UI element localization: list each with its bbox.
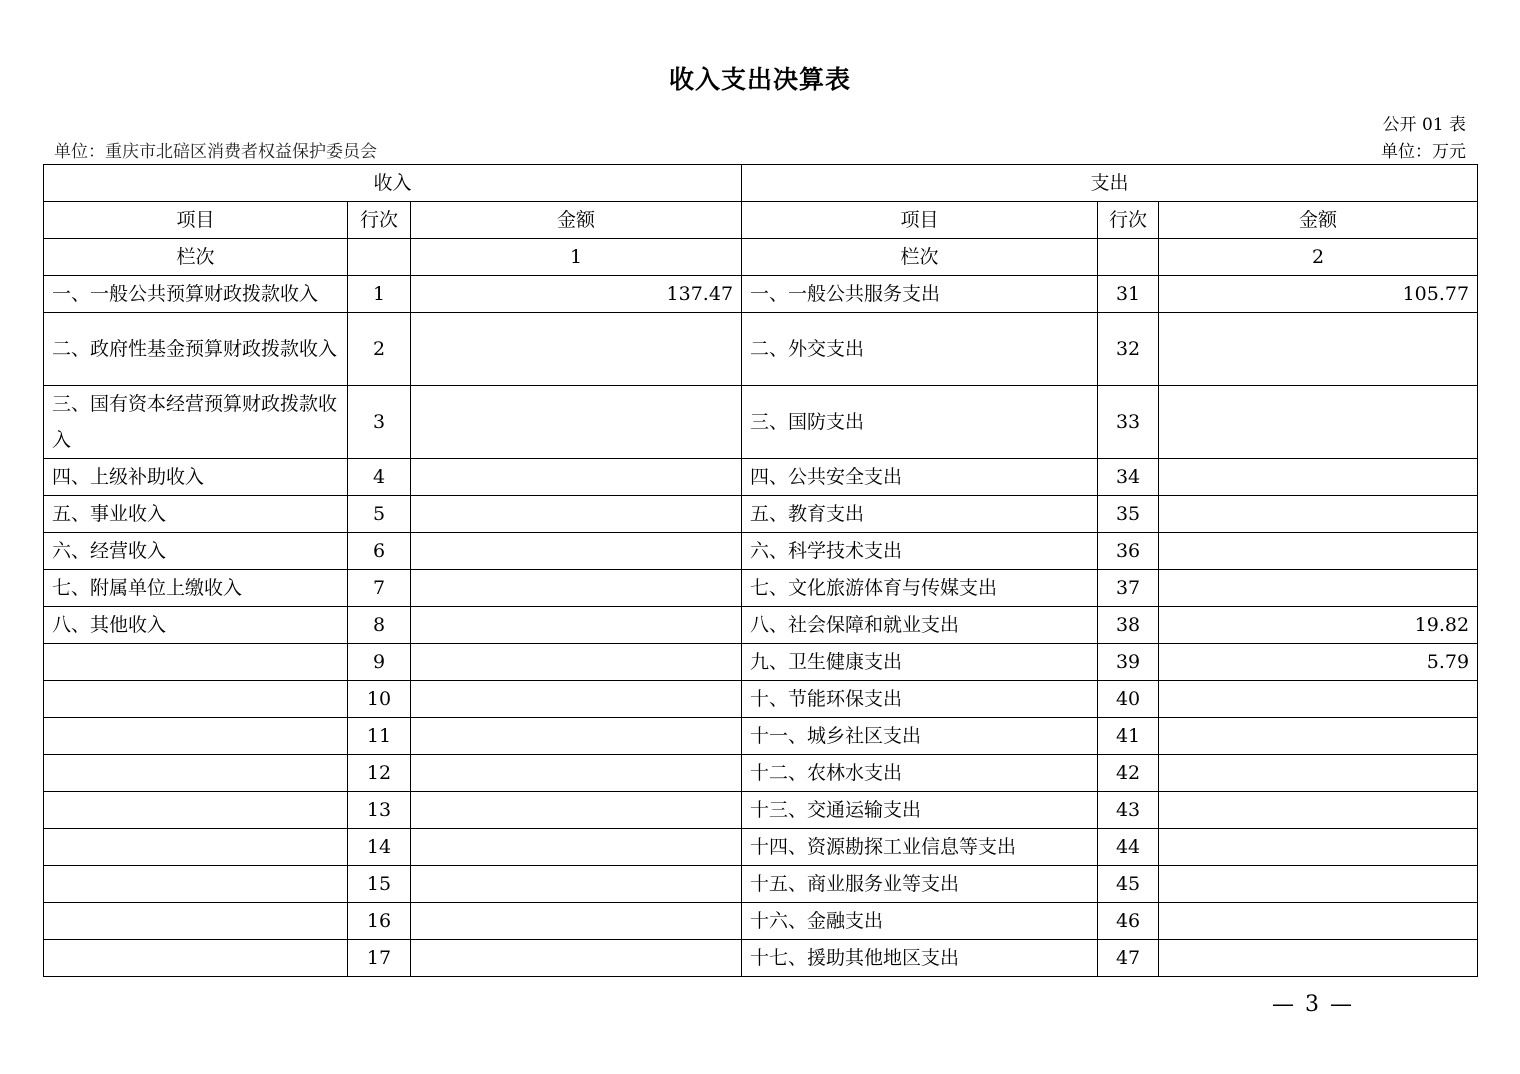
expense-amount-cell [1159, 792, 1478, 829]
expense-line-no-cell: 31 [1098, 276, 1159, 313]
expense-column-index: 2 [1159, 239, 1478, 276]
income-item-cell [44, 940, 348, 977]
income-line-no-cell: 7 [348, 570, 411, 607]
expense-item-cell: 十二、农林水支出 [742, 755, 1098, 792]
income-item-cell [44, 792, 348, 829]
income-amount-header: 金额 [411, 202, 742, 239]
expense-amount-cell [1159, 866, 1478, 903]
income-amount-cell [411, 313, 742, 386]
expense-line-no-cell: 35 [1098, 496, 1159, 533]
expense-amount-cell [1159, 459, 1478, 496]
income-line-no-cell: 11 [348, 718, 411, 755]
income-amount-cell [411, 386, 742, 459]
expense-item-cell: 十七、援助其他地区支出 [742, 940, 1098, 977]
expense-item-cell: 十四、资源勘探工业信息等支出 [742, 829, 1098, 866]
income-line-no-cell: 3 [348, 386, 411, 459]
income-amount-cell [411, 829, 742, 866]
expense-item-cell: 十、节能环保支出 [742, 681, 1098, 718]
income-line-no-cell: 15 [348, 866, 411, 903]
expense-amount-cell [1159, 681, 1478, 718]
table-row [44, 755, 1478, 792]
income-item-cell: 六、经营收入 [44, 533, 348, 570]
expense-line-no-header: 行次 [1098, 202, 1159, 239]
expense-column-blank [1098, 239, 1159, 276]
income-column-index: 1 [411, 239, 742, 276]
form-code: 公开 01 表 [1382, 115, 1466, 135]
expense-amount-cell: 19.82 [1159, 607, 1478, 644]
income-amount-cell [411, 607, 742, 644]
expense-line-no-cell: 38 [1098, 607, 1159, 644]
table-row [44, 607, 1478, 644]
expense-line-no-cell: 40 [1098, 681, 1159, 718]
income-item-cell [44, 903, 348, 940]
income-item-header: 项目 [44, 202, 348, 239]
expense-line-no-cell: 33 [1098, 386, 1159, 459]
income-line-no-cell: 17 [348, 940, 411, 977]
expense-amount-cell [1159, 533, 1478, 570]
income-line-no-cell: 10 [348, 681, 411, 718]
income-item-cell [44, 866, 348, 903]
reporting-unit: 单位：重庆市北碚区消费者权益保护委员会 [54, 142, 377, 162]
expense-item-cell: 五、教育支出 [742, 496, 1098, 533]
income-item-cell: 八、其他收入 [44, 607, 348, 644]
income-line-no-cell: 14 [348, 829, 411, 866]
expense-amount-cell: 105.77 [1159, 276, 1478, 313]
expense-amount-cell [1159, 903, 1478, 940]
expense-line-no-cell: 42 [1098, 755, 1159, 792]
table-row [44, 681, 1478, 718]
expense-item-cell: 十六、金融支出 [742, 903, 1098, 940]
expense-line-no-cell: 47 [1098, 940, 1159, 977]
income-item-cell [44, 681, 348, 718]
table-row [44, 386, 1478, 459]
expense-section-header: 支出 [742, 165, 1478, 202]
income-amount-cell [411, 718, 742, 755]
page-title: 收入支出决算表 [668, 65, 851, 94]
income-line-no-cell: 1 [348, 276, 411, 313]
table-row [44, 533, 1478, 570]
expense-line-no-cell: 45 [1098, 866, 1159, 903]
table-row [44, 718, 1478, 755]
income-item-cell: 一、一般公共预算财政拨款收入 [44, 276, 348, 313]
income-expense-table [43, 164, 1478, 977]
expense-amount-cell [1159, 940, 1478, 977]
expense-line-no-cell: 43 [1098, 792, 1159, 829]
income-item-cell: 四、上级补助收入 [44, 459, 348, 496]
expense-item-cell: 四、公共安全支出 [742, 459, 1098, 496]
header-row-columns [44, 202, 1478, 239]
expense-line-no-cell: 37 [1098, 570, 1159, 607]
expense-item-cell: 一、一般公共服务支出 [742, 276, 1098, 313]
table-row [44, 644, 1478, 681]
table-row [44, 829, 1478, 866]
income-amount-cell [411, 940, 742, 977]
income-line-no-cell: 4 [348, 459, 411, 496]
table-row [44, 276, 1478, 313]
expense-amount-cell [1159, 755, 1478, 792]
expense-item-cell: 三、国防支出 [742, 386, 1098, 459]
expense-line-no-cell: 46 [1098, 903, 1159, 940]
income-item-cell: 七、附属单位上缴收入 [44, 570, 348, 607]
expense-line-no-cell: 32 [1098, 313, 1159, 386]
income-item-cell [44, 829, 348, 866]
income-section-header: 收入 [44, 165, 742, 202]
income-amount-cell [411, 755, 742, 792]
table-row [44, 570, 1478, 607]
income-column-label: 栏次 [44, 239, 348, 276]
expense-item-cell: 八、社会保障和就业支出 [742, 607, 1098, 644]
expense-item-header: 项目 [742, 202, 1098, 239]
header-row-sections [44, 165, 1478, 202]
header-row-column-index [44, 239, 1478, 276]
expense-amount-cell [1159, 570, 1478, 607]
income-amount-cell: 137.47 [411, 276, 742, 313]
income-item-cell: 三、国有资本经营预算财政拨款收入 [44, 386, 348, 459]
table-row [44, 496, 1478, 533]
income-item-cell: 五、事业收入 [44, 496, 348, 533]
expense-line-no-cell: 41 [1098, 718, 1159, 755]
income-amount-cell [411, 496, 742, 533]
income-column-blank [348, 239, 411, 276]
income-item-cell [44, 755, 348, 792]
expense-amount-cell [1159, 386, 1478, 459]
income-amount-cell [411, 903, 742, 940]
income-amount-cell [411, 570, 742, 607]
income-line-no-cell: 13 [348, 792, 411, 829]
income-amount-cell [411, 681, 742, 718]
expense-item-cell: 十三、交通运输支出 [742, 792, 1098, 829]
expense-amount-cell [1159, 829, 1478, 866]
table-row [44, 313, 1478, 386]
table-row [44, 459, 1478, 496]
expense-amount-cell [1159, 718, 1478, 755]
income-item-cell: 二、政府性基金预算财政拨款收入 [44, 313, 348, 386]
income-amount-cell [411, 533, 742, 570]
expense-line-no-cell: 34 [1098, 459, 1159, 496]
income-amount-cell [411, 644, 742, 681]
income-item-cell [44, 718, 348, 755]
expense-column-label: 栏次 [742, 239, 1098, 276]
income-line-no-cell: 9 [348, 644, 411, 681]
expense-item-cell: 十五、商业服务业等支出 [742, 866, 1098, 903]
expense-item-cell: 六、科学技术支出 [742, 533, 1098, 570]
expense-line-no-cell: 39 [1098, 644, 1159, 681]
income-line-no-cell: 12 [348, 755, 411, 792]
expense-amount-cell [1159, 313, 1478, 386]
income-item-cell [44, 644, 348, 681]
expense-item-cell: 二、外交支出 [742, 313, 1098, 386]
income-amount-cell [411, 792, 742, 829]
income-line-no-cell: 16 [348, 903, 411, 940]
expense-amount-header: 金额 [1159, 202, 1478, 239]
table-row [44, 866, 1478, 903]
expense-amount-cell: 5.79 [1159, 644, 1478, 681]
income-line-no-cell: 6 [348, 533, 411, 570]
expense-line-no-cell: 36 [1098, 533, 1159, 570]
expense-amount-cell [1159, 496, 1478, 533]
expense-line-no-cell: 44 [1098, 829, 1159, 866]
page-number: — 3 — [1272, 992, 1354, 1017]
income-amount-cell [411, 459, 742, 496]
income-line-no-header: 行次 [348, 202, 411, 239]
expense-item-cell: 十一、城乡社区支出 [742, 718, 1098, 755]
income-line-no-cell: 8 [348, 607, 411, 644]
table-row [44, 940, 1478, 977]
income-line-no-cell: 2 [348, 313, 411, 386]
expense-item-cell: 七、文化旅游体育与传媒支出 [742, 570, 1098, 607]
income-amount-cell [411, 866, 742, 903]
table-row [44, 792, 1478, 829]
currency-unit: 单位：万元 [1381, 142, 1466, 162]
income-line-no-cell: 5 [348, 496, 411, 533]
table-row [44, 903, 1478, 940]
expense-item-cell: 九、卫生健康支出 [742, 644, 1098, 681]
